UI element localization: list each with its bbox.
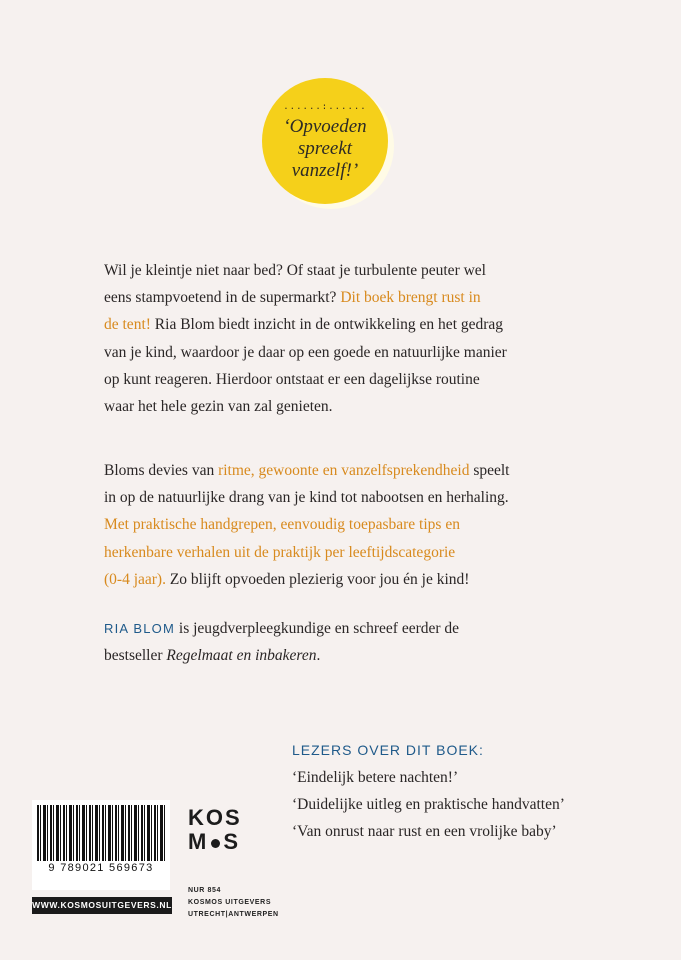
kosmos-logo	[188, 806, 248, 854]
text-line	[104, 566, 624, 593]
text-segment: speelt	[469, 462, 510, 479]
method-paragraph	[104, 457, 624, 593]
badge-quote-line: ‘Opvoeden	[283, 116, 367, 137]
text-segment: Bloms devies van	[104, 462, 219, 479]
text-line: in op de natuurlijke drang van je kind tot nabootsen en herhaling.	[104, 489, 509, 507]
isbn-number: 9 789021 569673	[48, 862, 154, 874]
text-line: Wil je kleintje niet naar bed? Of staat je turbulente peuter wel	[104, 262, 486, 279]
text-line	[104, 615, 624, 642]
text-line	[104, 311, 624, 338]
review-quote: ‘Van onrust naar rust en een vrolijke baby’	[292, 823, 557, 840]
text-segment: is jeugdverpleegkundige en schreef eerder de	[175, 620, 460, 637]
text-segment: eens stampvoetend in de supermarkt?	[104, 289, 341, 307]
badge-dots: ......:......	[283, 102, 367, 112]
review-quote: ‘Duidelijke uitleg en praktische handvatten’	[292, 796, 565, 813]
publisher-info	[188, 885, 279, 921]
text-segment: bestseller	[104, 647, 167, 665]
nur-code: NUR 854	[188, 887, 221, 894]
highlight-text: ritme, gewoonte en vanzelfsprekendheid	[218, 462, 470, 479]
text-segment: .	[316, 647, 321, 665]
publisher-website: WWW.KOSMOSUITGEVERS.NL	[32, 897, 172, 914]
author-bio	[104, 615, 624, 669]
text-line	[104, 284, 624, 311]
text-segment: Ria Blom biedt inzicht in de ontwikkeling en het gedrag	[150, 316, 504, 334]
text-line: waar het hele gezin van zal genieten.	[104, 398, 333, 416]
reader-reviews	[292, 738, 672, 845]
logo-letter: S	[223, 829, 241, 854]
text-line	[104, 642, 624, 669]
logo-dot-icon	[211, 839, 220, 848]
book-title: Regelmaat en inbakeren	[166, 647, 317, 665]
barcode-icon	[37, 805, 165, 861]
reviews-heading: LEZERS OVER DIT BOEK:	[292, 742, 484, 758]
highlight-line: Met praktische handgrepen, eenvoudig toepasbare tips en	[104, 516, 460, 534]
review-quote: ‘Eindelijk betere nachten!’	[292, 769, 459, 786]
badge-quote	[262, 116, 388, 182]
publisher-name: KOSMOS UITGEVERS	[188, 899, 272, 906]
author-name: RIA BLOM	[104, 621, 176, 636]
text-line: van je kind, waardoor je daar op een goede en natuurlijke manier	[104, 343, 507, 361]
text-segment: Zo blijft opvoeden plezierig voor jou én je kind!	[165, 570, 470, 588]
publisher-cities: UTRECHT|ANTWERPEN	[188, 911, 279, 918]
highlight-text: Dit boek brengt rust in	[340, 289, 481, 307]
logo-letter: M	[188, 829, 209, 854]
highlight-line: herkenbare verhalen uit de praktijk per leeftijdscategorie	[104, 543, 456, 561]
intro-paragraph	[104, 257, 624, 420]
text-line: op kunt reageren. Hierdoor ontstaat er een dagelijkse routine	[104, 370, 480, 388]
quote-badge	[262, 78, 388, 204]
logo-line	[188, 830, 248, 854]
highlight-text: (0-4 jaar).	[104, 570, 166, 588]
badge-quote-line: vanzelf!’	[291, 160, 359, 181]
text-line	[104, 457, 624, 484]
badge-quote-line: spreekt	[297, 138, 353, 159]
highlight-text: de tent!	[104, 316, 151, 334]
logo-line: KOS	[188, 805, 242, 830]
